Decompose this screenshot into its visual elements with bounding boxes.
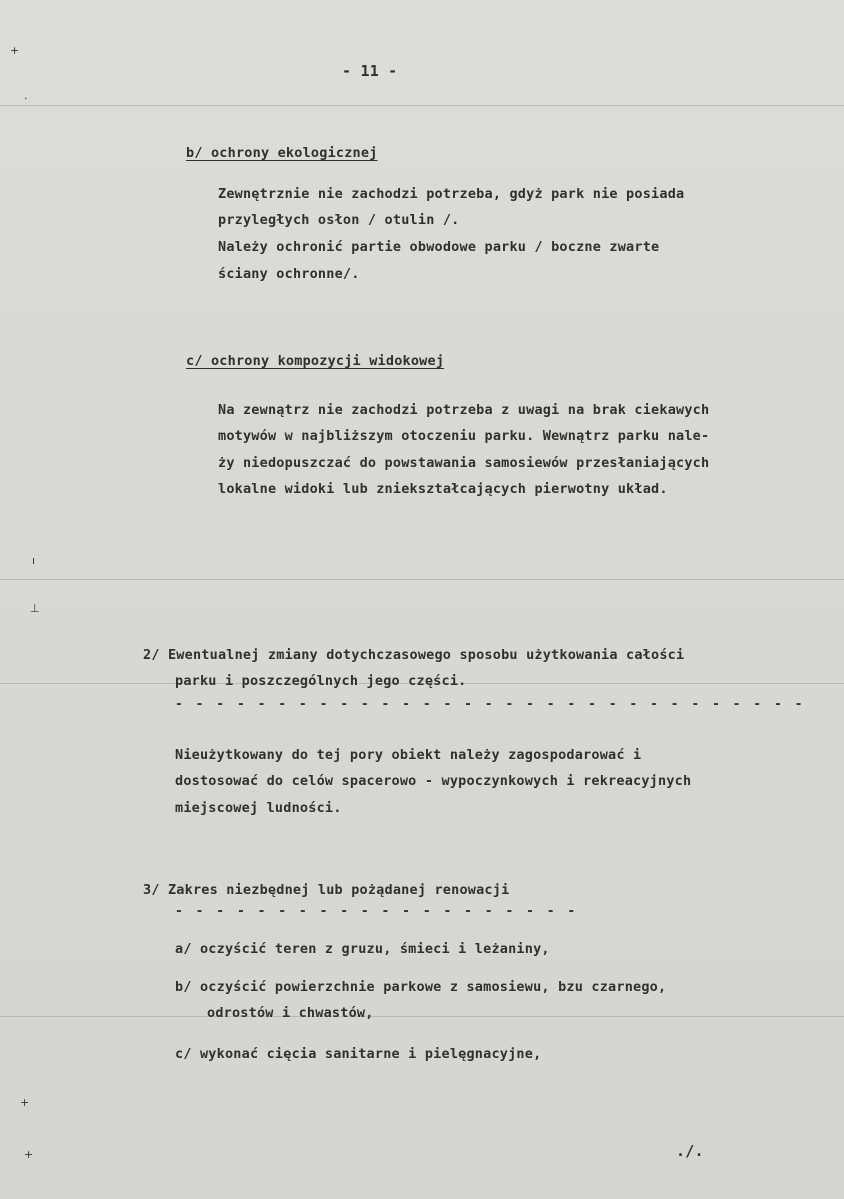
section-c-heading: c/ ochrony kompozycji widokowej	[186, 353, 445, 369]
scan-line	[0, 105, 844, 106]
section-c-line: Na zewnątrz nie zachodzi potrzeba z uwagi na brak ciekawych	[218, 402, 710, 418]
scan-line	[0, 579, 844, 580]
section-2-line: Nieużytkowany do tej pory obiekt należy zagospodarować i	[175, 747, 642, 763]
section-b-line: Należy ochronić partie obwodowe parku / boczne zwarte	[218, 239, 660, 255]
section-b-line: ściany ochronne/.	[218, 266, 360, 282]
section-2-heading-line: parku i poszczególnych jego części.	[175, 673, 467, 689]
margin-mark: +	[20, 1096, 30, 1109]
section-b-heading: b/ ochrony ekologicznej	[186, 145, 378, 161]
continuation-mark: ./.	[676, 1142, 704, 1160]
section-3-item: c/ wykonać cięcia sanitarne i pielęgnacyjne,	[175, 1046, 542, 1062]
scan-line	[0, 1016, 844, 1017]
section-3-item: a/ oczyścić teren z gruzu, śmieci i leżaniny,	[175, 941, 550, 957]
section-2-line: miejscowej ludności.	[175, 800, 342, 816]
page-number: - 11 -	[342, 62, 398, 80]
section-b-line: Zewnętrznie nie zachodzi potrzeba, gdyż park nie posiada	[218, 186, 685, 202]
margin-mark: ⊥	[30, 602, 40, 615]
section-3-heading: 3/ Zakres niezbędnej lub pożądanej renowacji	[143, 882, 510, 898]
section-2-line: dostosować do celów spacerowo - wypoczynkowych i rekreacyjnych	[175, 773, 692, 789]
section-2-dashed-underline: - - - - - - - - - - - - - - - - - - - - - - - - - - - - - - -	[175, 697, 805, 712]
section-3-item: odrostów i chwastów,	[207, 1005, 374, 1021]
section-3-item: b/ oczyścić powierzchnie parkowe z samosiewu, bzu czarnego,	[175, 979, 667, 995]
section-2-heading-line: 2/ Ewentualnej zmiany dotychczasowego sposobu użytkowania całości	[143, 647, 685, 663]
margin-mark: +	[10, 44, 20, 57]
margin-mark: +	[24, 1148, 34, 1161]
margin-mark: ı	[32, 554, 36, 567]
section-3-dashed-underline: - - - - - - - - - - - - - - - - - - - -	[175, 904, 578, 919]
section-c-line: motywów w najbliższym otoczeniu parku. Wewnątrz parku nale-	[218, 428, 710, 444]
section-c-line: lokalne widoki lub zniekształcających pierwotny układ.	[218, 481, 668, 497]
section-b-line: przyległych osłon / otulin /.	[218, 212, 460, 228]
section-c-line: ży niedopuszczać do powstawania samosiewów przesłaniających	[218, 455, 710, 471]
margin-mark: ·	[24, 92, 28, 105]
